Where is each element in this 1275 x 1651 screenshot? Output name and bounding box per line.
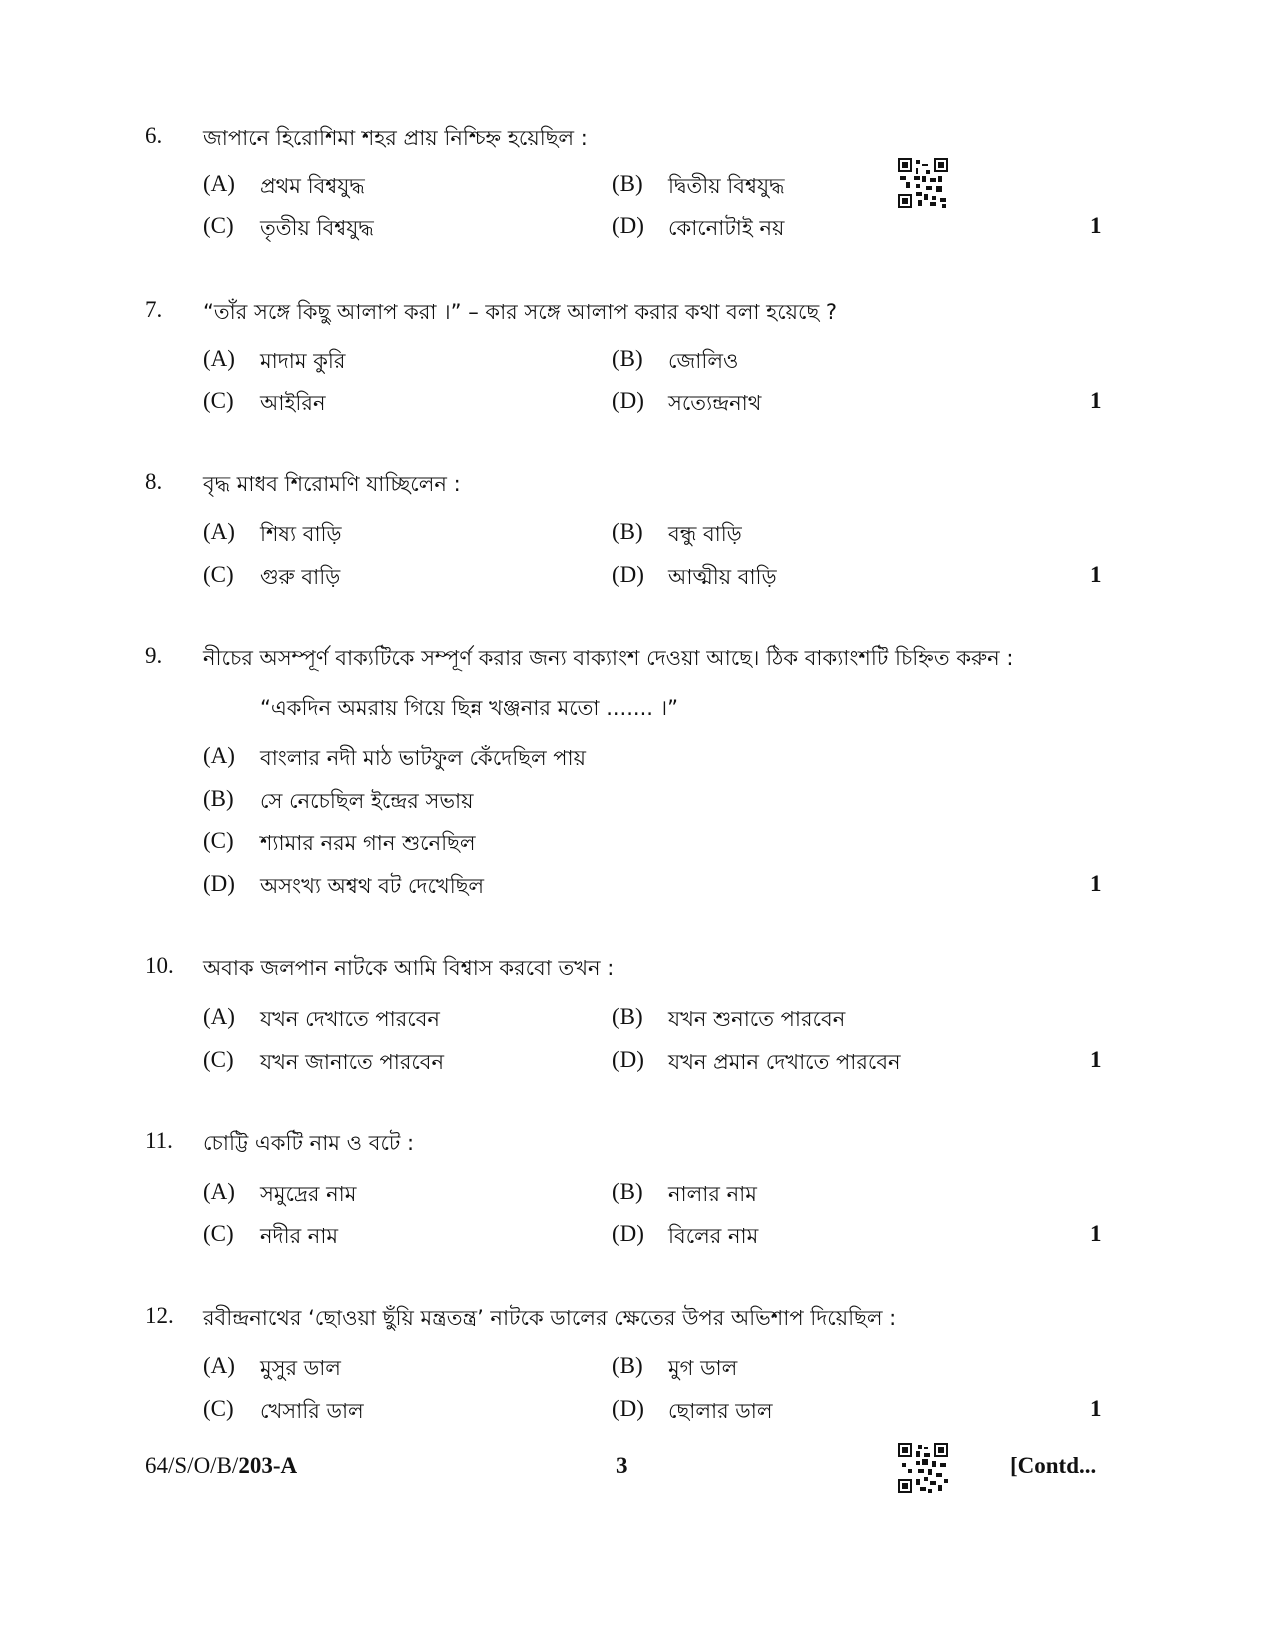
option-text: প্রথম বিশ্বযুদ্ধ [260,174,365,198]
question-number: 8. [145,469,163,494]
option-text: শিষ্য বাড়ি [260,522,342,546]
option-label: (D) [203,871,235,896]
option-label: (A) [203,1004,235,1029]
option-label: (C) [203,828,234,853]
option-label: (D) [612,562,644,587]
question-text: চোট্টি একটি নাম ও বটে : [203,1131,415,1155]
option-label: (C) [203,388,234,413]
question-text: অবাক জলপান নাটকে আমি বিশ্বাস করবো তখন : [203,956,615,980]
option-label: (A) [203,346,235,371]
question-quote: “একদিন অমরায় গিয়ে ছিন্ন খঞ্জনার মতো ....... ।” [260,696,678,720]
option-text: যখন জানাতে পারবেন [260,1050,445,1074]
option-label: (B) [612,171,643,196]
option-label: (C) [203,1221,234,1246]
page-number: 3 [616,1453,628,1478]
option-label: (C) [203,562,234,587]
option-text: খেসারি ডাল [260,1399,364,1423]
option-text: সমুদ্রের নাম [260,1182,357,1206]
option-label: (D) [612,388,644,413]
option-text: যখন শুনাতে পারবেন [668,1007,846,1031]
option-text: নদীর নাম [260,1224,339,1248]
option-text: বিলের নাম [668,1224,759,1248]
qr-code-bottom [898,1443,948,1493]
option-label: (C) [203,1396,234,1421]
question-marks: 1 [1090,388,1102,413]
question-number: 11. [145,1128,173,1153]
option-text: অসংখ্য অশ্বথ বট দেখেছিল [260,874,485,898]
question-number: 6. [145,123,163,148]
question-marks: 1 [1090,213,1102,238]
option-text: তৃতীয় বিশ্বযুদ্ধ [260,216,374,240]
option-text: মাদাম কুরি [260,349,346,373]
option-text: আইরিন [260,391,326,415]
option-text: মুগ ডাল [668,1356,738,1380]
question-number: 10. [145,953,174,978]
question-marks: 1 [1090,1221,1102,1246]
option-label: (D) [612,1221,644,1246]
option-text: যখন দেখাতে পারবেন [260,1007,440,1031]
option-text: সে নেচেছিল ইন্দ্রের সভায় [260,789,474,813]
option-label: (A) [203,743,235,768]
question-text: বৃদ্ধ মাধব শিরোমণি যাচ্ছিলেন : [203,472,461,496]
option-label: (B) [612,346,643,371]
option-text: আত্মীয় বাড়ি [668,565,777,589]
option-label: (C) [203,213,234,238]
question-marks: 1 [1090,1047,1102,1072]
option-label: (B) [612,1179,643,1204]
option-label: (B) [612,519,643,544]
option-text: ছোলার ডাল [668,1399,773,1423]
question-number: 7. [145,297,163,322]
question-marks: 1 [1090,871,1102,896]
option-text: কোনোটাই নয় [668,216,785,240]
option-label: (A) [203,171,235,196]
option-text: শ্যামার নরম গান শুনেছিল [260,831,476,855]
paper-code-bold: 203-A [238,1453,298,1478]
question-number: 9. [145,643,163,668]
option-text: মুসুর ডাল [260,1356,341,1380]
qr-code-top [898,158,948,208]
paper-code-prefix: 64/S/O/B/ [145,1453,239,1478]
option-text: নালার নাম [668,1182,757,1206]
paper-code [145,1453,297,1479]
option-label: (B) [203,786,234,811]
option-label: (A) [203,1353,235,1378]
option-text: বাংলার নদী মাঠ ভাটফুল কেঁদেছিল পায় [260,746,586,770]
question-text: জাপানে হিরোশিমা শহর প্রায় নিশ্চিহ্ন হয়েছিল : [203,126,588,150]
option-label: (D) [612,1396,644,1421]
option-text: দ্বিতীয় বিশ্বযুদ্ধ [668,174,785,198]
option-text: সত্যেন্দ্রনাথ [668,391,762,415]
question-marks: 1 [1090,1396,1102,1421]
question-text: “তাঁর সঙ্গে কিছু আলাপ করা ।” – কার সঙ্গে আলাপ করার কথা বলা হয়েছে ? [203,300,838,324]
option-text: জোলিও [668,349,739,373]
option-label: (A) [203,1179,235,1204]
question-text: রবীন্দ্রনাথের ‘ছোওয়া ছুঁয়ি মন্ত্রতন্ত্র’ নাটকে ডালের ক্ষেতের উপর অভিশাপ দিয়েছিল : [203,1306,897,1330]
option-label: (D) [612,213,644,238]
option-text: গুরু বাড়ি [260,565,341,589]
continued-marker: [Contd... [1010,1453,1097,1478]
option-text: বন্ধু বাড়ি [668,522,742,546]
question-text: নীচের অসম্পূর্ণ বাক্যটিকে সম্পূর্ণ করার জন্য বাক্যাংশ দেওয়া আছে। ঠিক বাক্যাংশটি চিহ্নিত করুন : [203,646,1014,670]
option-text: যখন প্রমান দেখাতে পারবেন [668,1050,901,1074]
option-label: (B) [612,1004,643,1029]
option-label: (B) [612,1353,643,1378]
question-number: 12. [145,1303,174,1328]
question-marks: 1 [1090,562,1102,587]
option-label: (C) [203,1047,234,1072]
option-label: (D) [612,1047,644,1072]
option-label: (A) [203,519,235,544]
